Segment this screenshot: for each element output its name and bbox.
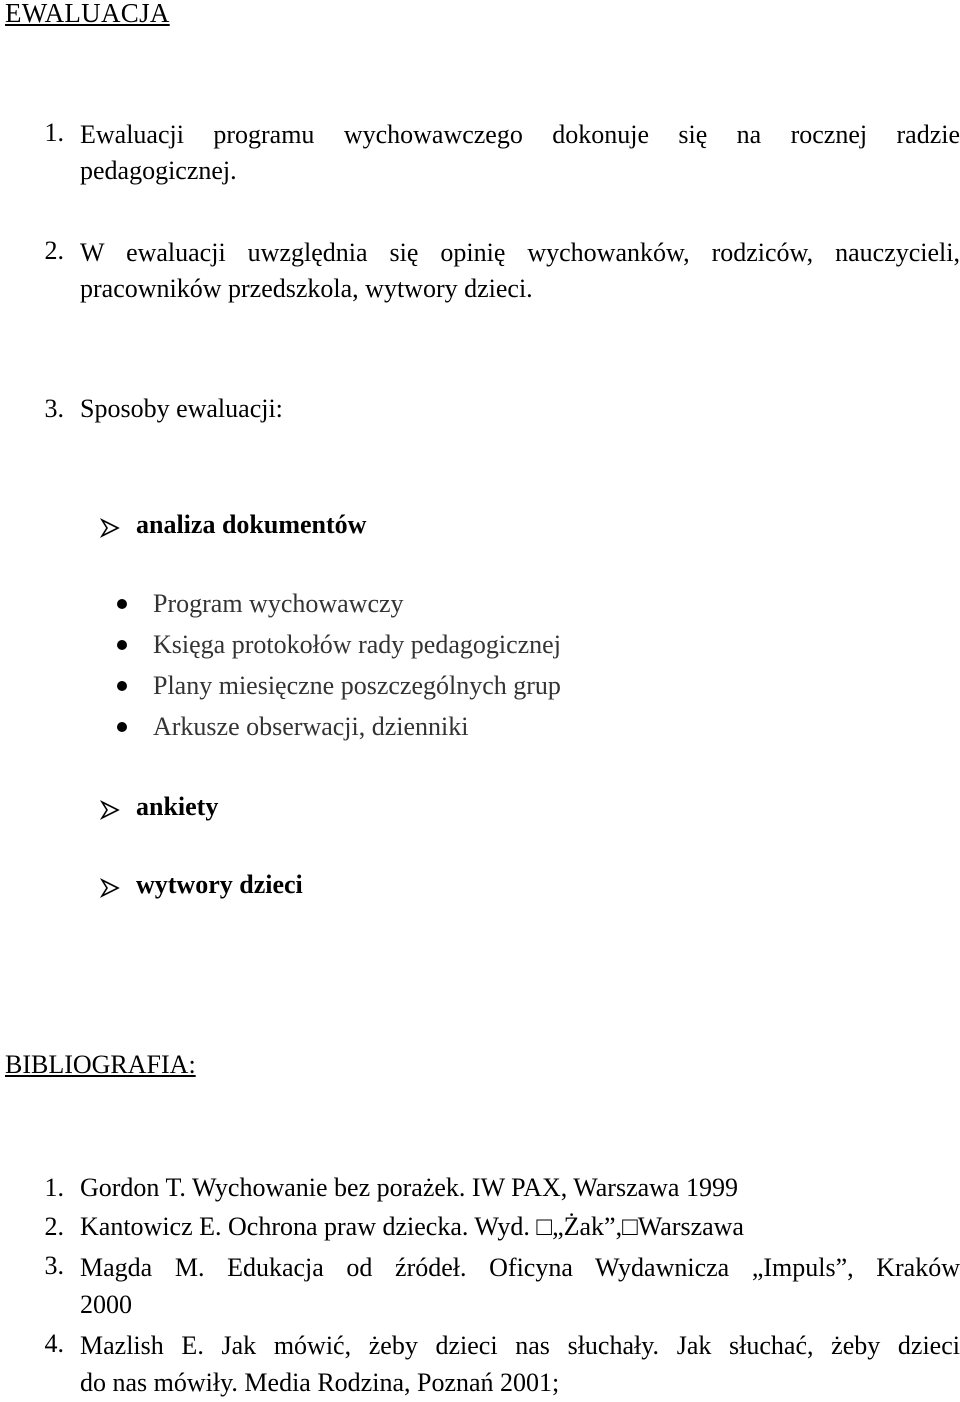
bibliography-line: Magda M. Edukacja od źródeł. Oficyna Wydawnicza „Impuls”, Kraków xyxy=(80,1253,960,1282)
bibliography-title: BIBLIOGRAFIA: xyxy=(5,1050,196,1079)
arrow-bullet-icon xyxy=(100,800,120,820)
bullet-icon xyxy=(117,681,127,691)
item-number: 1. xyxy=(44,118,64,147)
page-title: EWALUACJA xyxy=(5,0,170,28)
bullet-icon xyxy=(117,599,127,609)
item-text: Sposoby ewaluacji: xyxy=(80,394,283,423)
list-item: Arkusze obserwacji, dzienniki xyxy=(153,712,469,741)
item-number: 3. xyxy=(44,394,64,423)
bibliography-number: 3. xyxy=(44,1251,64,1280)
bibliography-number: 4. xyxy=(44,1329,64,1358)
item-number: 2. xyxy=(44,236,64,265)
bibliography-number: 2. xyxy=(44,1212,64,1241)
item-continuation: pedagogicznej. xyxy=(80,156,237,185)
arrow-bullet-icon xyxy=(100,518,120,538)
bibliography-continuation: 2000 xyxy=(80,1290,132,1319)
list-item: Plany miesięczne poszczególnych grup xyxy=(153,671,561,700)
item-line: Ewaluacji programu wychowawczego dokonuje się na rocznej radzie xyxy=(80,120,960,149)
bullet-icon xyxy=(117,722,127,732)
item-continuation: pracowników przedszkola, wytwory dzieci. xyxy=(80,274,533,303)
method-label: ankiety xyxy=(136,792,219,821)
bibliography-entry: Gordon T. Wychowanie bez porażek. IW PAX, Warszawa 1999 xyxy=(80,1173,738,1202)
arrow-bullet-icon xyxy=(100,878,120,898)
list-item: Program wychowawczy xyxy=(153,589,404,618)
method-label: wytwory dzieci xyxy=(136,870,303,899)
bibliography-entry xyxy=(80,1329,960,1363)
bibliography-continuation: do nas mówiły. Media Rodzina, Poznań 2001; xyxy=(80,1368,560,1397)
item-text xyxy=(80,118,960,152)
bibliography-entry xyxy=(80,1251,960,1285)
bibliography-number: 1. xyxy=(44,1173,64,1202)
method-label: analiza dokumentów xyxy=(136,510,367,539)
bibliography-entry: Kantowicz E. Ochrona praw dziecka. Wyd. □„Żak”,□Warszawa xyxy=(80,1212,744,1241)
bibliography-line: Mazlish E. Jak mówić, żeby dzieci nas słuchały. Jak słuchać, żeby dzieci xyxy=(80,1331,960,1360)
bullet-icon xyxy=(117,640,127,650)
item-text xyxy=(80,236,960,270)
list-item: Księga protokołów rady pedagogicznej xyxy=(153,630,561,659)
item-line: W ewaluacji uwzględnia się opinię wychowanków, rodziców, nauczycieli, xyxy=(80,238,960,267)
